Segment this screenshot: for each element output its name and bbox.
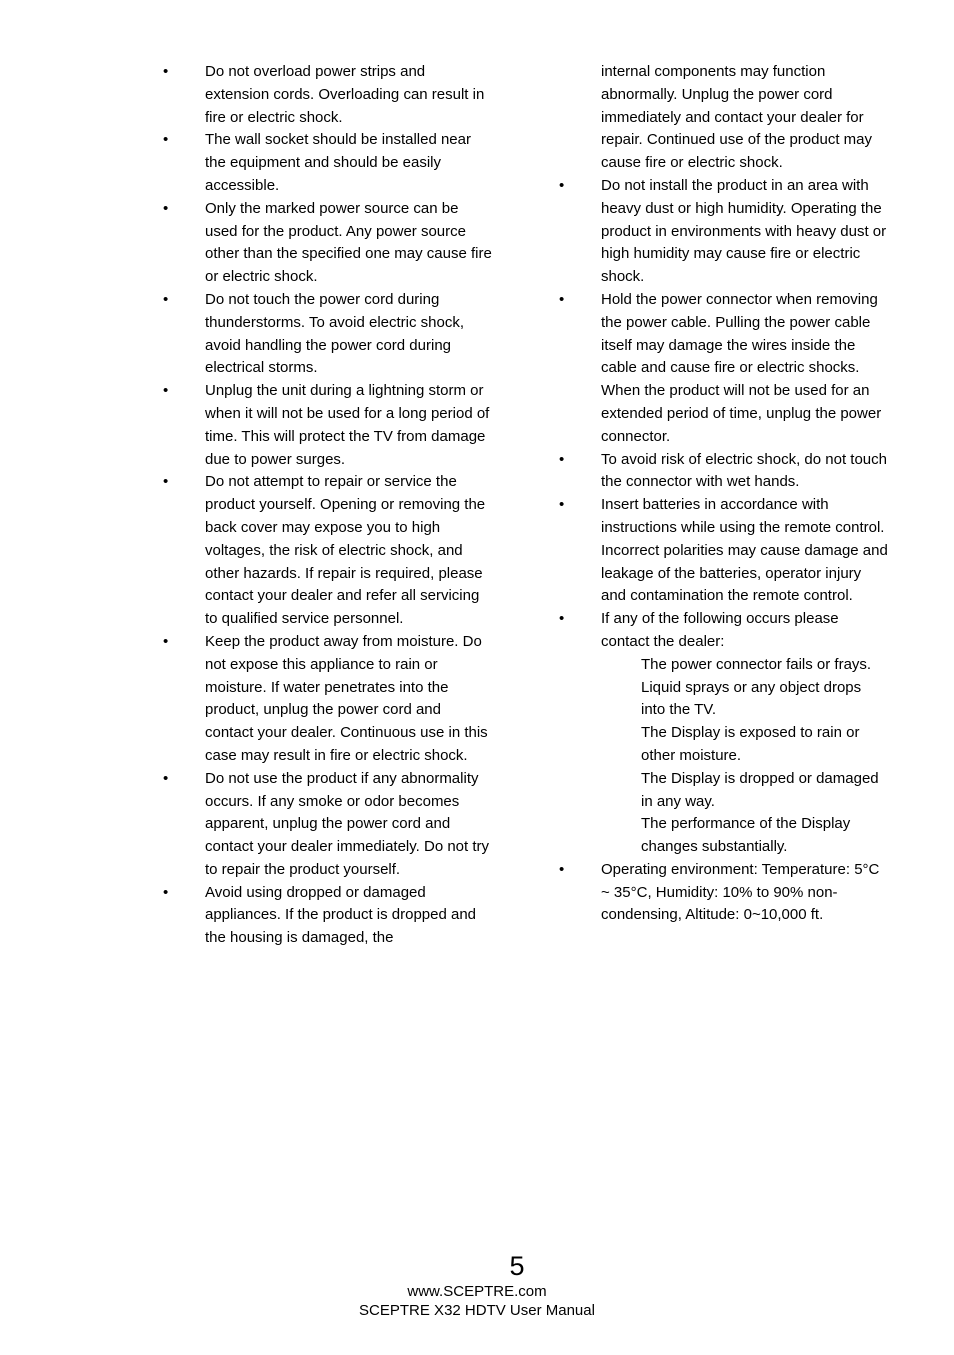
bullet-icon: • — [163, 473, 169, 491]
list-item — [163, 289, 493, 380]
sub-list-item: The Display is dropped or damaged in any way. — [641, 769, 879, 810]
bullet-icon: • — [163, 382, 169, 400]
list-item — [559, 608, 889, 654]
list-item — [163, 882, 493, 950]
bullet-icon: • — [163, 131, 169, 149]
bullet-icon: • — [559, 496, 565, 514]
list-item-text: Do not touch the power cord during thunderstorms. To avoid electric shock, avoid handling the power cord during electrical storms. — [205, 290, 465, 377]
list-item-text: Do not attempt to repair or service the product yourself. Opening or removing the back cover may expose you to high voltages, the risk of electric shock, and other hazards. If repair is required, please contact your dealer and refer all servicing to qualified service personnel. — [205, 473, 486, 628]
list-item — [559, 175, 889, 289]
list-item — [163, 380, 493, 471]
right-final-list — [559, 859, 889, 927]
left-column — [163, 61, 493, 950]
list-item-text: Unplug the unit during a lightning storm or when it will not be used for a long period of time. This will protect the TV from damage due to power surges. — [205, 382, 490, 468]
bullet-icon: • — [559, 860, 565, 878]
left-bullet-list — [163, 61, 493, 950]
bullet-icon: • — [559, 290, 565, 308]
sub-list-item: The power connector fails or frays. — [641, 655, 872, 673]
bullet-icon: • — [163, 632, 169, 650]
bullet-icon: • — [163, 883, 169, 901]
list-item-text: Hold the power connector when removing the power cable. Pulling the power cable itself may damage the wires inside the cable and cause fire or electric shocks. When the product will not be used for an extended period of time, unplug the power connector. — [601, 290, 882, 445]
list-item-text: Insert batteries in accordance with instructions while using the remote control. Incorrect polarities may cause damage and leakage of the batteries, operator injury and contamination the remote control. — [601, 496, 888, 605]
bullet-icon: • — [559, 450, 565, 468]
footer-title: SCEPTRE X32 HDTV User Manual — [359, 1302, 595, 1319]
list-item — [559, 449, 889, 495]
list-item-text: If any of the following occurs please contact the dealer: — [601, 610, 839, 650]
continued-text: internal components may function abnormally. Unplug the power cord immediately and contact your dealer for repair. Continued use of the product may cause fire or electric shock. — [601, 63, 872, 172]
list-item-text: To avoid risk of electric shock, do not touch the connector with wet hands. — [601, 450, 887, 491]
list-item-text: Keep the product away from moisture. Do not expose this appliance to rain or moisture. If water penetrates into the product, unplug the power cord and contact your dealer. Continuous use in this case may result in fire or electric shock. — [205, 632, 488, 764]
list-item-text: Avoid using dropped or damaged appliances. If the product is dropped and the housing is damaged, the — [205, 883, 477, 947]
list-item — [163, 631, 493, 768]
list-item-text: Only the marked power source can be used for the product. Any power source other than the specified one may cause fire or electric shock. — [205, 199, 492, 286]
footer-url: www.SCEPTRE.com — [407, 1283, 547, 1300]
dealer-conditions-list — [559, 654, 889, 859]
bullet-icon: • — [559, 610, 565, 628]
list-item — [163, 129, 493, 197]
list-item-text: Operating environment: Temperature: 5°C ~ 35°C, Humidity: 10% to 90% non-condensing, Altitude: 0~10,000 ft. — [601, 860, 880, 924]
bullet-icon: • — [163, 290, 169, 308]
list-item — [559, 494, 889, 608]
bullet-icon: • — [559, 176, 565, 194]
list-item — [163, 198, 493, 289]
sub-list-item: Liquid sprays or any object drops into the TV. — [641, 678, 862, 719]
sub-list-item: The Display is exposed to rain or other moisture. — [641, 724, 860, 764]
bullet-icon: • — [163, 769, 169, 787]
bullet-icon: • — [163, 63, 169, 80]
list-item — [163, 471, 493, 631]
list-item-text: Do not use the product if any abnormality occurs. If any smoke or odor becomes apparent, unplug the power cord and contact your dealer immediately. Do not try to repair the product yourself. — [205, 769, 490, 878]
list-item — [163, 61, 493, 129]
right-column — [559, 61, 889, 927]
sub-list-item: The performance of the Display changes substantially. — [641, 815, 851, 856]
bullet-icon: • — [163, 199, 169, 217]
page-number: 5 — [509, 1251, 525, 1281]
list-item-text: Do not install the product in an area with heavy dust or high humidity. Operating the product in environments with heavy dust or high humidity may cause fire or electric shock. — [601, 176, 887, 286]
list-item-text: Do not overload power strips and extension cords. Overloading can result in fire or electric shock. — [205, 63, 485, 126]
list-item — [163, 768, 493, 882]
list-item — [559, 859, 889, 927]
right-bullet-list — [559, 175, 889, 654]
list-item — [559, 289, 889, 449]
list-item-text: The wall socket should be installed near the equipment and should be easily accessible. — [205, 131, 471, 194]
